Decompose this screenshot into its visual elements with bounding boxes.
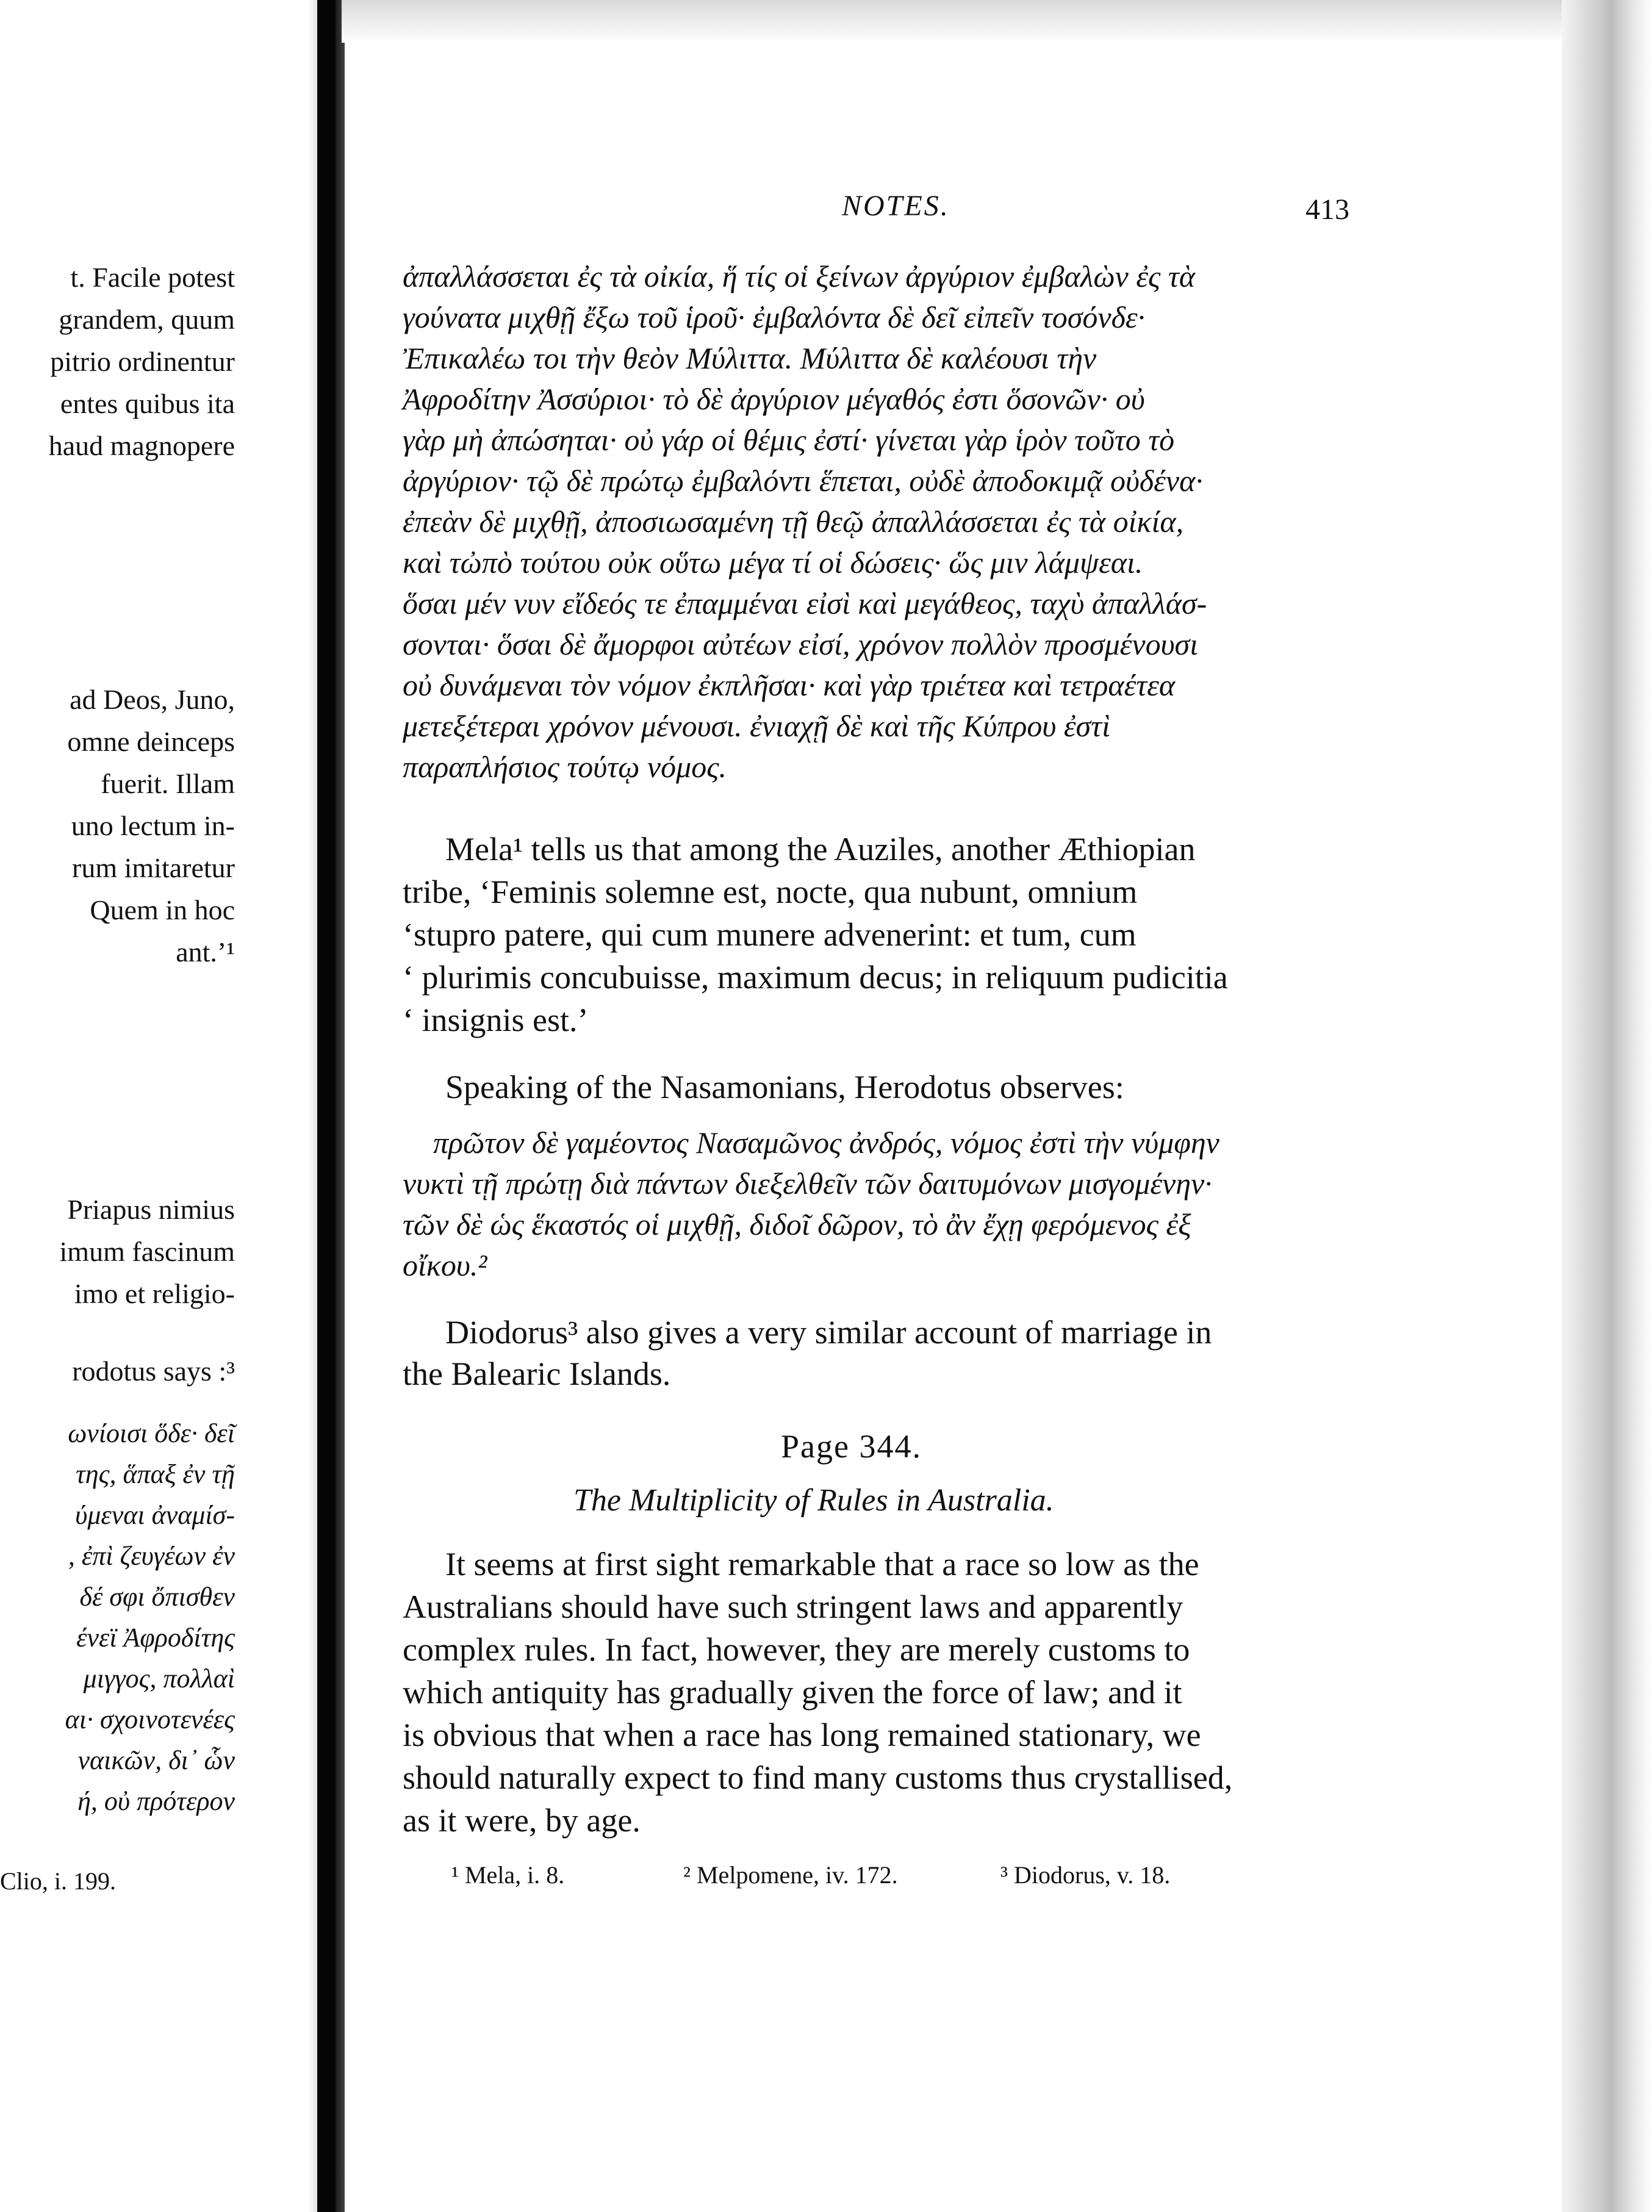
greek-line: παραπλήσιος τούτῳ νόμος. [403,750,727,784]
left-greek-line: ή, οὐ πρότερον [77,1786,235,1816]
right-page [366,0,1562,2212]
greek-line: μετεξέτεραι χρόνον μένουσι. ἐνιαχῇ δὲ καὶ τῆς Κύπρου ἐστὶ [403,709,1110,743]
greek-line: καὶ τὠπὸ τούτου οὐκ οὕτω μέγα τί οἱ δώσεις· ὥς μιν λάμψεαι. [403,545,1143,580]
left-text-line: fuerit. Illam [101,768,235,799]
text-line: the Balearic Islands. [403,1356,671,1392]
left-text-line: Priapus nimius [67,1194,235,1225]
text-line: which antiquity has gradually given the force of law; and it [403,1674,1182,1711]
text-line: ‘ insignis est.’ [403,1002,589,1038]
page-number: 413 [1305,193,1349,226]
greek-line: οἴκου.² [403,1248,487,1282]
left-greek-line: ναικῶν, δι᾽ ὧν [77,1745,235,1775]
left-text-line: ant.’¹ [176,936,235,968]
left-greek-line: ωνίοισι ὅδε· δεῖ [68,1418,235,1448]
text-line: ‘stupro patere, qui cum munere advenerint: et tum, cum [403,916,1137,953]
running-head: NOTES. [842,190,950,222]
page-edge-stack [1562,0,1652,2212]
left-text-line: rum imitaretur [72,852,235,883]
greek-line: ἐπεὰν δὲ μιχθῇ, ἀποσιωσαμένη τῇ θεῷ ἀπαλλάσσεται ἐς τὰ οἰκία, [403,505,1184,539]
left-text-line: Quem in hoc [90,894,235,925]
greek-line: πρῶτον δὲ γαμέοντος Νασαμῶνος ἀνδρός, νόμος ἐστὶ τὴν νύμφην [433,1126,1219,1160]
left-greek-line: δέ σφι ὄπισθεν [79,1582,235,1612]
footnote: ¹ Mela, i. 8. [451,1861,565,1889]
left-footnote: Clio, i. 199. [0,1867,117,1895]
text-line: should naturally expect to find many customs thus crystallised, [403,1759,1233,1796]
left-text-line: imo et religio- [74,1278,235,1309]
greek-line: Ἐπικαλέω τοι τὴν θεὸν Μύλιττα. Μύλιττα δὲ καλέουσι τὴν [403,341,1097,375]
footnote: ³ Diodorus, v. 18. [1000,1861,1171,1889]
greek-line: οὐ δυνάμεναι τὸν νόμον ἐκπλῆσαι· καὶ γὰρ τριέτεα καὶ τετραέτεα [403,668,1176,702]
left-text-line: ad Deos, Juno, [70,684,235,715]
text-line: Mela¹ tells us that among the Auziles, another Æthiopian [445,831,1196,867]
text-line: tribe, ‘Feminis solemne est, nocte, qua nubunt, omnium [403,874,1138,910]
text-line: Speaking of the Nasamonians, Herodotus observes: [445,1069,1124,1105]
greek-line: τῶν δὲ ὡς ἕκαστός οἱ μιχθῇ, διδοῖ δῶρον, τὸ ἂν ἔχῃ φερόμενος ἐξ [403,1207,1191,1241]
left-text-line: uno lectum in- [71,810,235,841]
text-line: Diodorus³ also gives a very similar account of marriage in [445,1314,1212,1351]
greek-line: νυκτὶ τῇ πρώτῃ διὰ πάντων διεξελθεῖν τῶν δαιτυμόνων μισγομένην· [403,1166,1212,1201]
left-greek-line: αι· σχοινοτενέες [65,1704,235,1734]
text-line: It seems at first sight remarkable that a race so low as the [445,1546,1199,1582]
text-line: Australians should have such stringent laws and apparently [403,1589,1183,1625]
greek-line: γούνατα μιχθῇ ἔξω τοῦ ἱροῦ· ἐμβαλόντα δὲ δεῖ εἰπεῖν τοσόνδε· [403,300,1146,334]
greek-line: ἀργύριον· τῷ δὲ πρώτῳ ἐμβαλόντι ἕπεται, οὐδὲ ἀποδοκιμᾷ οὐδένα· [403,464,1203,498]
section-subtitle: The Multiplicity of Rules in Australia. [573,1483,1054,1518]
greek-line: ἀπαλλάσσεται ἐς τὰ οἰκία, ἥ τίς οἱ ξείνων ἀργύριον ἐμβαλὼν ἐς τὰ [403,259,1195,293]
left-text-line: pitrio ordinentur [50,346,235,377]
left-page [0,0,308,2212]
left-text-line: grandem, quum [59,304,235,335]
text-line: complex rules. In fact, however, they are merely customs to [403,1631,1190,1668]
text-line: ‘ plurimis concubuisse, maximum decus; in reliquum pudicitia [403,959,1228,996]
left-text-line: imum fascinum [59,1236,235,1267]
left-text-line: haud magnopere [48,430,235,461]
text-line: as it were, by age. [403,1802,641,1839]
left-text-line: rodotus says :³ [72,1356,235,1387]
left-greek-line: ύμεναι ἀναμίσ- [75,1500,235,1530]
book-spine-shadow [317,0,336,2212]
section-heading: Page 344. [781,1428,922,1465]
left-greek-line: της, ἅπαξ ἐν τῇ [76,1459,235,1489]
greek-line: γὰρ μὴ ἀπώσηται· οὐ γάρ οἱ θέμις ἐστί· γίνεται γὰρ ἱρὸν τοῦτο τὸ [403,423,1175,457]
left-greek-line: ένεϊ Ἀφροδίτης [76,1623,235,1653]
left-text-line: entes quibus ita [60,388,235,419]
left-text-line: omne deinceps [67,726,235,757]
greek-line: ὅσαι μέν νυν εἴδεός τε ἐπαμμέναι εἰσὶ καὶ μεγάθεος, ταχὺ ἀπαλλάσ- [403,586,1207,620]
left-greek-line: μιγγος, πολλαὶ [83,1664,235,1693]
left-greek-line: , ἐπὶ ζευγέων ἐν [68,1541,235,1571]
greek-line: Ἀφροδίτην Ἀσσύριοι· τὸ δὲ ἀργύριον μέγαθός ἐστι ὅσονῶν· οὐ [403,382,1145,416]
text-line: is obvious that when a race has long remained stationary, we [403,1717,1201,1753]
left-text-line: t. Facile potest [70,262,235,293]
greek-line: σονται· ὅσαι δὲ ἄμορφοι αὐτέων εἰσί, χρόνον πολλὸν προσμένουσι [403,627,1199,661]
footnote: ² Melpomene, iv. 172. [683,1861,898,1889]
